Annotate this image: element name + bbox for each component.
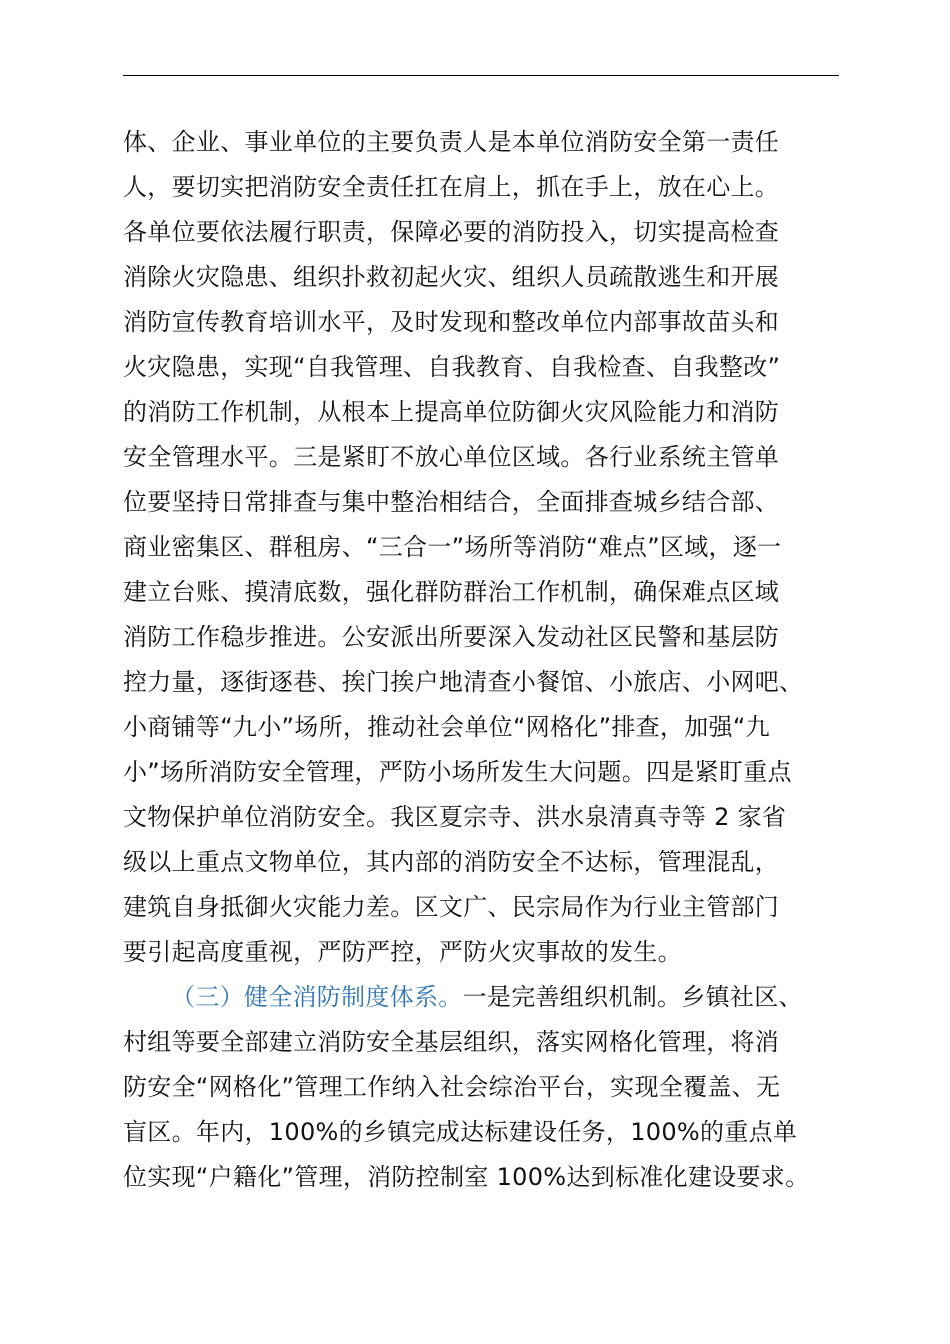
text-line: 控力量，逐街逐巷、挨门挨户地清查小餐馆、小旅店、小网吧、: [123, 668, 804, 696]
text-line: 体、企业、事业单位的主要负责人是本单位消防安全第一责任: [123, 128, 780, 156]
text-line: 要引起高度重视，严防严控，严防火灾事故的发生。: [123, 938, 682, 966]
text-line-with-heading: [123, 975, 853, 1020]
text-line: 各单位要依法履行职责，保障必要的消防投入，切实提高检查: [123, 218, 780, 246]
text-line: 安全管理水平。三是紧盯不放心单位区域。各行业系统主管单: [123, 443, 780, 471]
text-line: 盲区。年内，100%的乡镇完成达标建设任务，100%的重点单: [123, 1118, 798, 1146]
text-line: 消防宣传教育培训水平，及时发现和整改单位内部事故苗头和: [123, 308, 780, 336]
text-line: 防安全“网格化”管理工作纳入社会综治平台，实现全覆盖、无: [123, 1073, 781, 1101]
text-line: 消除火灾隐患、组织扑救初起火灾、组织人员疏散逃生和开展: [123, 263, 780, 291]
text-line: 人，要切实把消防安全责任扛在肩上，抓在手上，放在心上。: [123, 173, 780, 201]
text-line: 小商铺等“九小”场所，推动社会单位“网格化”排查，加强“九: [123, 713, 770, 741]
section-heading-continuation: 一是完善组织机制。乡镇社区、: [462, 983, 803, 1011]
text-line: 消防工作稳步推进。公安派出所要深入发动社区民警和基层防: [123, 623, 780, 651]
text-line: 小”场所消防安全管理，严防小场所发生大问题。四是紧盯重点: [123, 758, 792, 786]
text-line: 级以上重点文物单位，其内部的消防安全不达标，管理混乱，: [123, 848, 780, 876]
paragraph-section-3: [123, 975, 853, 1200]
text-line: 火灾隐患，实现“自我管理、自我教育、自我检查、自我整改”: [123, 353, 781, 381]
section-heading: （三）健全消防制度体系。: [171, 983, 463, 1011]
header-rule: [123, 75, 839, 76]
text-line: 位实现“户籍化”管理，消防控制室 100%达到标准化建设要求。: [123, 1163, 810, 1191]
text-line: 文物保护单位消防安全。我区夏宗寺、洪水泉清真寺等 2 家省: [123, 803, 787, 831]
text-line: 建筑自身抵御火灾能力差。区文广、民宗局作为行业主管部门: [123, 893, 780, 921]
text-line: 建立台账、摸清底数，强化群防群治工作机制，确保难点区域: [123, 578, 780, 606]
text-line: 位要坚持日常排查与集中整治相结合，全面排查城乡结合部、: [123, 488, 780, 516]
document-body: [123, 120, 853, 1200]
text-line: 的消防工作机制，从根本上提高单位防御火灾风险能力和消防: [123, 398, 780, 426]
paragraph-responsibility: [123, 120, 853, 975]
text-line: 商业密集区、群租房、“三合一”场所等消防“难点”区域，逐一: [123, 533, 782, 561]
text-line: 村组等要全部建立消防安全基层组织，落实网格化管理，将消: [123, 1028, 780, 1056]
